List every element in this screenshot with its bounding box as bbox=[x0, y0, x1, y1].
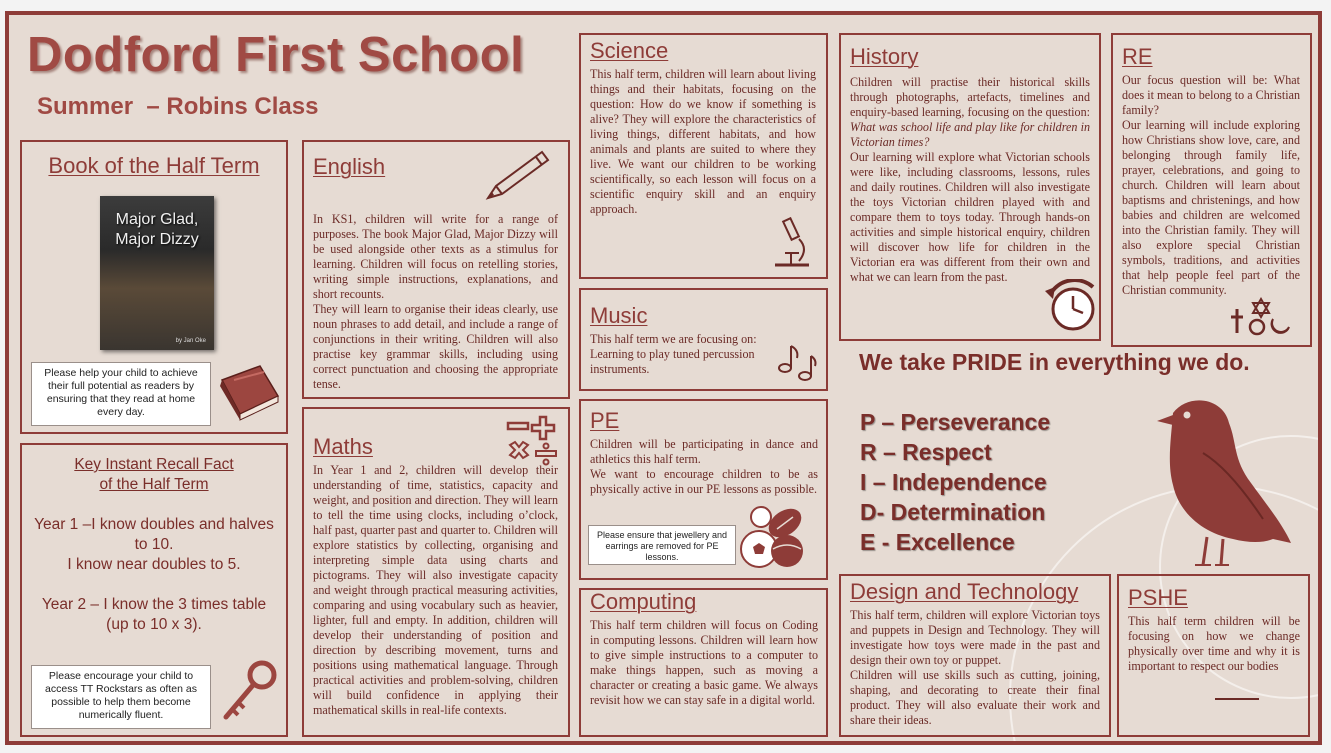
re-paragraph-1: Our focus question will be: What does it mean to belong to a Christian family? bbox=[1122, 73, 1300, 117]
pride-tail: in everything we do. bbox=[1022, 349, 1250, 375]
pshe-divider bbox=[1215, 698, 1259, 700]
maths-panel bbox=[302, 407, 570, 737]
book-heading: Book of the Half Term bbox=[48, 153, 260, 178]
re-panel bbox=[1111, 33, 1312, 347]
key-icon bbox=[218, 659, 280, 725]
pshe-panel bbox=[1117, 574, 1310, 737]
history-paragraph-1 bbox=[850, 75, 1090, 150]
history-paragraph-1-text: Children will practise their historical skills through photographs, artefacts, timelines and enquiry-based learning, focusing on the question: bbox=[850, 75, 1090, 119]
re-paragraph-2: Our learning will include exploring how Christians show love, care, and belonging through family life, prayer, celebrations, and going to church. Children will learn about baptisms and christenings, and how babies and children are welcomed into the Christian family. They will also explore special Christian symbols, traditions, and activities that help people feel part of the Christian community. bbox=[1122, 118, 1300, 297]
key-recall-fact-panel bbox=[20, 443, 288, 737]
english-paragraph-1: In KS1, children will write for a range of purposes. The book Major Glad, Major Dizzy will be used alongside other texts as a stimulus for learning. Children will focus on retelling stories, writing simple instructions, explanations, and short recounts. bbox=[313, 212, 558, 301]
pride-word: PRIDE bbox=[951, 349, 1023, 375]
krf-heading-line1: Key Instant Recall Fact bbox=[74, 456, 234, 473]
computing-panel bbox=[579, 588, 828, 737]
english-panel bbox=[302, 140, 570, 399]
book-cover-author: by Jan Oke bbox=[175, 338, 206, 344]
history-paragraph-2: Our learning will explore what Victorian schools were like, including classrooms, lessons, rules and daily routines. Children will also investigate the toys Victorian children played with and compare them to toys today. Through hands-on activities and simple historical enquiry, children will discover how life for children in the Victorian era was different from their own and what we can learn from the past. bbox=[850, 150, 1090, 284]
computing-text bbox=[590, 618, 818, 708]
music-heading: Music bbox=[590, 303, 648, 328]
history-text bbox=[850, 75, 1090, 285]
maths-text bbox=[313, 463, 558, 718]
music-panel bbox=[579, 288, 828, 391]
krf-heading-line2: of the Half Term bbox=[99, 476, 209, 493]
krf-year2-line2: (up to 10 x 3). bbox=[106, 616, 202, 633]
pshe-text bbox=[1128, 614, 1300, 674]
english-text bbox=[313, 212, 558, 392]
dt-heading: Design and Technology bbox=[850, 579, 1079, 604]
book-cover-image bbox=[100, 196, 214, 350]
pshe-heading: PSHE bbox=[1128, 585, 1188, 610]
value-determination: D- Determination bbox=[860, 499, 1046, 525]
pride-statement bbox=[859, 349, 1250, 376]
class-subtitle: Summer – Robins Class bbox=[37, 93, 319, 120]
book-icon bbox=[216, 360, 282, 422]
pe-heading: PE bbox=[590, 408, 620, 433]
krf-year1-line1: Year 1 –I know doubles and halves bbox=[34, 516, 274, 533]
value-perseverance: P – Perseverance bbox=[860, 409, 1051, 435]
clock-icon bbox=[1037, 279, 1099, 333]
krf-year1-line3: I know near doubles to 5. bbox=[67, 556, 241, 573]
music-notes-icon bbox=[777, 342, 819, 382]
dt-paragraph-1: This half term, children will explore Victorian toys and puppets in Design and Technology. They will investigate how toys were made in the past and design their own toy or puppet. bbox=[850, 608, 1100, 667]
value-excellence: E - Excellence bbox=[860, 529, 1015, 555]
dt-text bbox=[850, 608, 1100, 728]
music-text bbox=[590, 332, 770, 377]
english-paragraph-2: They will learn to organise their ideas clearly, use noun phrases to add detail, and include a range of conjunctions in their writing. Children will also practise key grammar skills, including using correct punctuation and choosing the appropriate tense. bbox=[313, 302, 558, 391]
pshe-paragraph-1: This half term children will be focusing on how we change physically over time and why it is important to respect our bodies bbox=[1128, 614, 1300, 673]
re-text bbox=[1122, 73, 1300, 298]
maths-symbols-icon bbox=[506, 413, 562, 469]
pencil-icon bbox=[480, 146, 554, 204]
pe-paragraph-1: Children will be participating in dance and athletics this half term. bbox=[590, 437, 818, 466]
design-technology-panel bbox=[839, 574, 1111, 737]
sports-balls-icon bbox=[739, 503, 807, 571]
pe-panel bbox=[579, 399, 828, 580]
science-text bbox=[590, 67, 816, 217]
science-paragraph-1: This half term, children will learn about living things and their habitats, focusing on the question: How do we know if something is alive? They will explore the characteristics of living things, different habitats, and how animals and plants are suited to where they live. We want our children to be working scientifically, so each lesson will focus on a scientific enquiry skill and an enquiry approach. bbox=[590, 67, 816, 216]
robin-icon bbox=[1133, 393, 1293, 573]
pride-lead: We take bbox=[859, 349, 952, 375]
science-heading: Science bbox=[590, 38, 669, 63]
tt-rockstars-note: Please encourage your child to access TT Rockstars as often as possible to help them become numerically fluent. bbox=[31, 665, 211, 729]
computing-heading: Computing bbox=[590, 589, 697, 614]
reading-note: Please help your child to achieve their full potential as readers by ensuring that they read at home every day. bbox=[31, 362, 211, 426]
maths-paragraph-1: In Year 1 and 2, children will develop their understanding of time, statistics, capacity and weight, and position and direction. They will learn to tell the time using clocks, including o’clock, half past, quarter past and quarter to. Children will explore statistics by collecting, organising and interpreting simple data using charts and pictograms. They will also investigate capacity and weight through practical measuring activities, comparing and using vocabulary such as heavier, lighter, full and empty. In addition, children will develop their understanding of position and direction by describing movement, turns and positions using mathematical language. Through practical activities and problem-solving, children will build confidence in applying their mathematical skills in real-life contexts. bbox=[313, 463, 558, 717]
maths-heading: Maths bbox=[313, 434, 373, 459]
history-heading: History bbox=[850, 44, 919, 69]
book-of-half-term-panel bbox=[20, 140, 288, 434]
religion-symbols-icon bbox=[1229, 297, 1295, 337]
re-heading: RE bbox=[1122, 44, 1153, 69]
book-cover-title: Major Glad, Major Dizzy bbox=[115, 211, 199, 248]
dt-paragraph-2: Children will use skills such as cutting, joining, shaping, and decorating to create their final product. They will also evaluate their work and share their ideas. bbox=[850, 668, 1100, 727]
krf-year1-line2: to 10. bbox=[134, 536, 174, 553]
value-respect: R – Respect bbox=[860, 439, 992, 465]
value-independence: I – Independence bbox=[860, 469, 1047, 495]
pe-text bbox=[590, 437, 818, 497]
pe-paragraph-2: We want to encourage children to be as physically active in our PE lessons as possible. bbox=[590, 467, 818, 496]
microscope-icon bbox=[769, 217, 813, 271]
computing-paragraph-1: This half term children will focus on Coding in computing lessons. Children will learn how to give simple instructions to a computer to make things happen, such as moving a character or creating a basic game. We always revisit how we can stay safe in a digital world. bbox=[590, 618, 818, 707]
music-paragraph-1: This half term we are focusing on: bbox=[590, 332, 757, 346]
school-title: Dodford First School bbox=[27, 28, 525, 82]
english-heading: English bbox=[313, 154, 386, 179]
music-paragraph-2: Learning to play tuned percussion instruments. bbox=[590, 347, 755, 376]
pe-jewellery-note: Please ensure that jewellery and earrings are removed for PE lessons. bbox=[588, 525, 736, 565]
poster bbox=[5, 11, 1322, 745]
krf-year2-line1: Year 2 – I know the 3 times table bbox=[41, 596, 267, 613]
science-panel bbox=[579, 33, 828, 279]
history-question: What was school life and play like for children in Victorian times? bbox=[850, 120, 1090, 149]
history-panel bbox=[839, 33, 1101, 341]
